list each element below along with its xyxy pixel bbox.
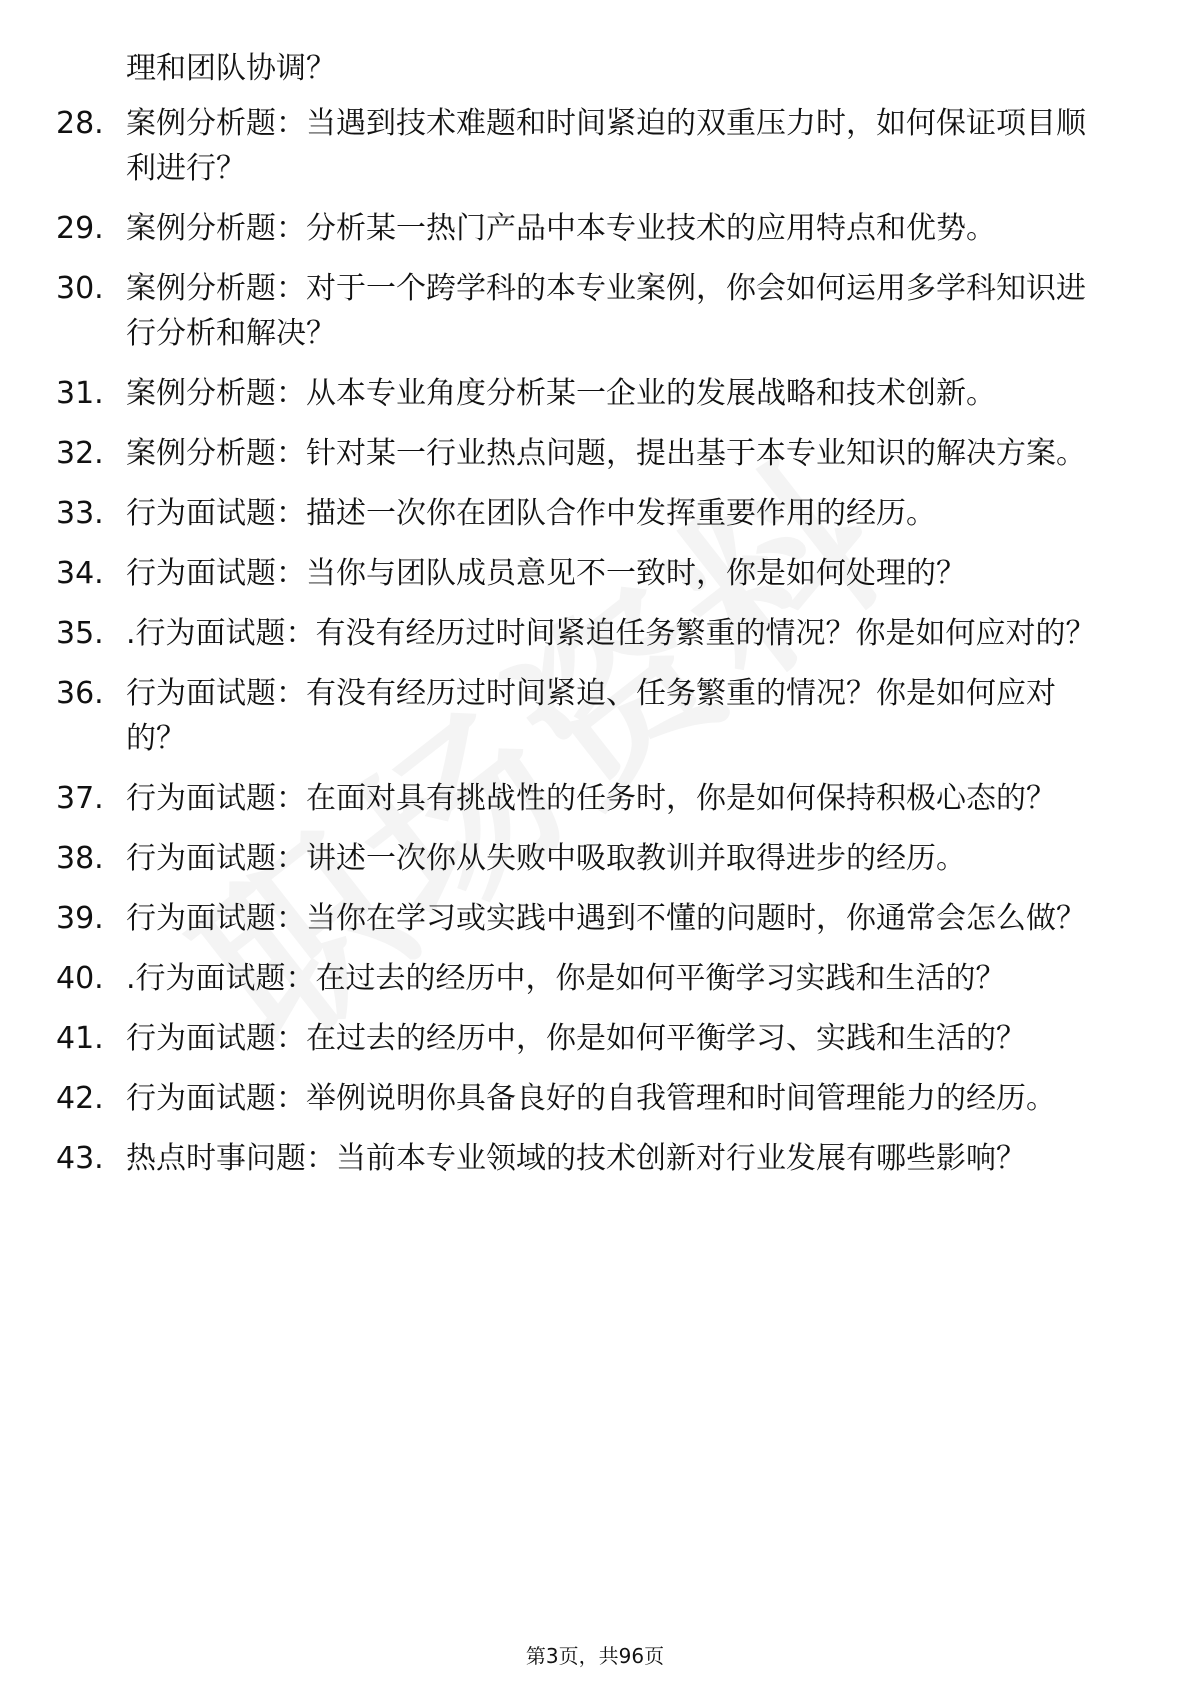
continuation-line — [0, 46, 1190, 91]
item-text: 行为面试题：有没有经历过时间紧迫、任务繁重的情况？你是如何应对的？ — [126, 676, 1056, 756]
item-number: 41. — [56, 1021, 104, 1056]
list-item — [0, 101, 1190, 191]
item-text: 案例分析题：分析某一热门产品中本专业技术的应用特点和优势。 — [126, 211, 996, 246]
list-item — [0, 551, 1190, 596]
list-item — [0, 671, 1190, 761]
item-text: 案例分析题：从本专业角度分析某一企业的发展战略和技术创新。 — [126, 376, 996, 411]
item-number: 37. — [56, 781, 104, 816]
item-number: 39. — [56, 901, 104, 936]
item-number: 36. — [56, 676, 104, 711]
item-text: 行为面试题：当你在学习或实践中遇到不懂的问题时，你通常会怎么做？ — [126, 901, 1086, 936]
continuation-text: 理和团队协调？ — [126, 51, 336, 86]
list-item — [0, 371, 1190, 416]
item-text: 行为面试题：举例说明你具备良好的自我管理和时间管理能力的经历。 — [126, 1081, 1056, 1116]
list-item — [0, 896, 1190, 941]
list-item — [0, 611, 1190, 656]
item-number: 34. — [56, 556, 104, 591]
item-text: 行为面试题：描述一次你在团队合作中发挥重要作用的经历。 — [126, 496, 936, 531]
item-text: 案例分析题：当遇到技术难题和时间紧迫的双重压力时，如何保证项目顺利进行？ — [126, 106, 1086, 186]
item-number: 43. — [56, 1141, 104, 1176]
list-item — [0, 206, 1190, 251]
page-footer — [0, 1640, 1190, 1669]
item-number: 30. — [56, 271, 104, 306]
item-number: 29. — [56, 211, 104, 246]
list-item — [0, 956, 1190, 1001]
item-number: 28. — [56, 106, 104, 141]
list-item — [0, 491, 1190, 536]
page-number: 第3页，共96页 — [525, 1644, 665, 1668]
list-item — [0, 1076, 1190, 1121]
list-item — [0, 1136, 1190, 1181]
item-number: 31. — [56, 376, 104, 411]
list-item — [0, 266, 1190, 356]
item-text: 行为面试题：讲述一次你从失败中吸取教训并取得进步的经历。 — [126, 841, 966, 876]
item-text: 行为面试题：当你与团队成员意见不一致时，你是如何处理的？ — [126, 556, 966, 591]
item-text: .行为面试题：在过去的经历中，你是如何平衡学习实践和生活的？ — [126, 961, 1006, 996]
item-text: 案例分析题：针对某一行业热点问题，提出基于本专业知识的解决方案。 — [126, 436, 1086, 471]
list-item — [0, 776, 1190, 821]
list-item — [0, 1016, 1190, 1061]
item-number: 35. — [56, 616, 104, 651]
item-number: 33. — [56, 496, 104, 531]
item-number: 38. — [56, 841, 104, 876]
item-text: 行为面试题：在面对具有挑战性的任务时，你是如何保持积极心态的？ — [126, 781, 1056, 816]
list-item — [0, 836, 1190, 881]
item-text: 热点时事问题：当前本专业领域的技术创新对行业发展有哪些影响？ — [126, 1141, 1026, 1176]
item-text: 行为面试题：在过去的经历中，你是如何平衡学习、实践和生活的？ — [126, 1021, 1026, 1056]
question-list — [0, 46, 1190, 1196]
item-text: 案例分析题：对于一个跨学科的本专业案例，你会如何运用多学科知识进行分析和解决？ — [126, 271, 1086, 351]
list-item — [0, 431, 1190, 476]
item-number: 42. — [56, 1081, 104, 1116]
item-number: 40. — [56, 961, 104, 996]
item-number: 32. — [56, 436, 104, 471]
item-text: .行为面试题：有没有经历过时间紧迫任务繁重的情况？你是如何应对的？ — [126, 616, 1096, 651]
